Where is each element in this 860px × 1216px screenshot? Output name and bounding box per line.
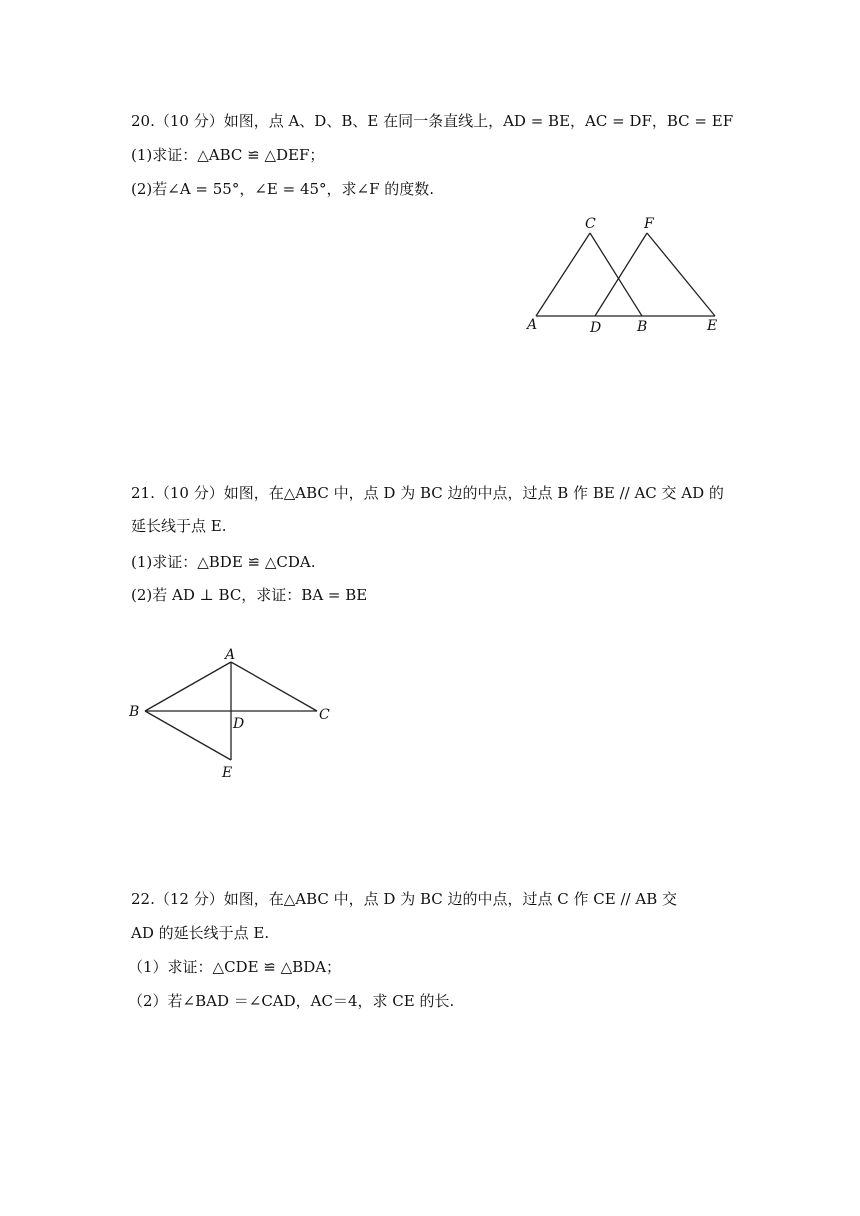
point-label-A: A <box>527 317 538 333</box>
point-label-E: E <box>222 765 233 781</box>
point-label-C: C <box>585 216 596 232</box>
point-label-F: F <box>644 216 654 232</box>
q20-part-2: (2)若∠A = 55°，∠E = 45°，求∠F 的度数. <box>131 180 435 198</box>
point-label-E: E <box>707 318 718 334</box>
q21-figure <box>125 640 335 785</box>
segment-BE <box>145 711 231 760</box>
q21-part-1: (1)求证：△BDE ≌ △CDA. <box>131 553 316 571</box>
segment-AC <box>536 233 590 316</box>
point-label-C: C <box>319 707 330 723</box>
q20-part-1: (1)求证：△ABC ≌ △DEF； <box>131 146 325 164</box>
q21-stem-cont: 延长线于点 E. <box>131 517 227 535</box>
segment-FE <box>647 233 715 316</box>
q20-stem: 20.（10 分）如图，点 A、D、B、E 在同一条直线上，AD = BE，AC = DF，BC = EF <box>131 112 734 130</box>
q22-stem: 22.（12 分）如图，在△ABC 中，点 D 为 BC 边的中点，过点 C 作 CE // AB 交 <box>131 890 677 908</box>
point-label-D: D <box>233 716 245 732</box>
point-label-D: D <box>590 320 602 336</box>
point-label-B: B <box>637 319 648 335</box>
q22-part-2: （2）若∠BAD ＝∠CAD，AC＝4，求 CE 的长. <box>128 992 455 1010</box>
q20-figure <box>520 210 730 340</box>
q22-part-1: （1）求证：△CDE ≌ △BDA； <box>128 958 342 976</box>
q21-triangle-diagram <box>125 640 335 785</box>
point-label-A: A <box>225 647 236 663</box>
segment-CB <box>590 233 642 316</box>
q21-stem: 21.（10 分）如图，在△ABC 中，点 D 为 BC 边的中点，过点 B 作 BE // AC 交 AD 的 <box>131 484 724 502</box>
q22-stem-cont: AD 的延长线于点 E. <box>131 924 270 942</box>
segment-BA <box>145 662 231 711</box>
q21-part-2: (2)若 AD ⊥ BC，求证：BA = BE <box>131 586 368 604</box>
q20-triangle-diagram <box>520 210 730 340</box>
segment-AC <box>231 662 317 711</box>
segment-DF <box>595 233 647 316</box>
point-label-B: B <box>129 704 140 720</box>
